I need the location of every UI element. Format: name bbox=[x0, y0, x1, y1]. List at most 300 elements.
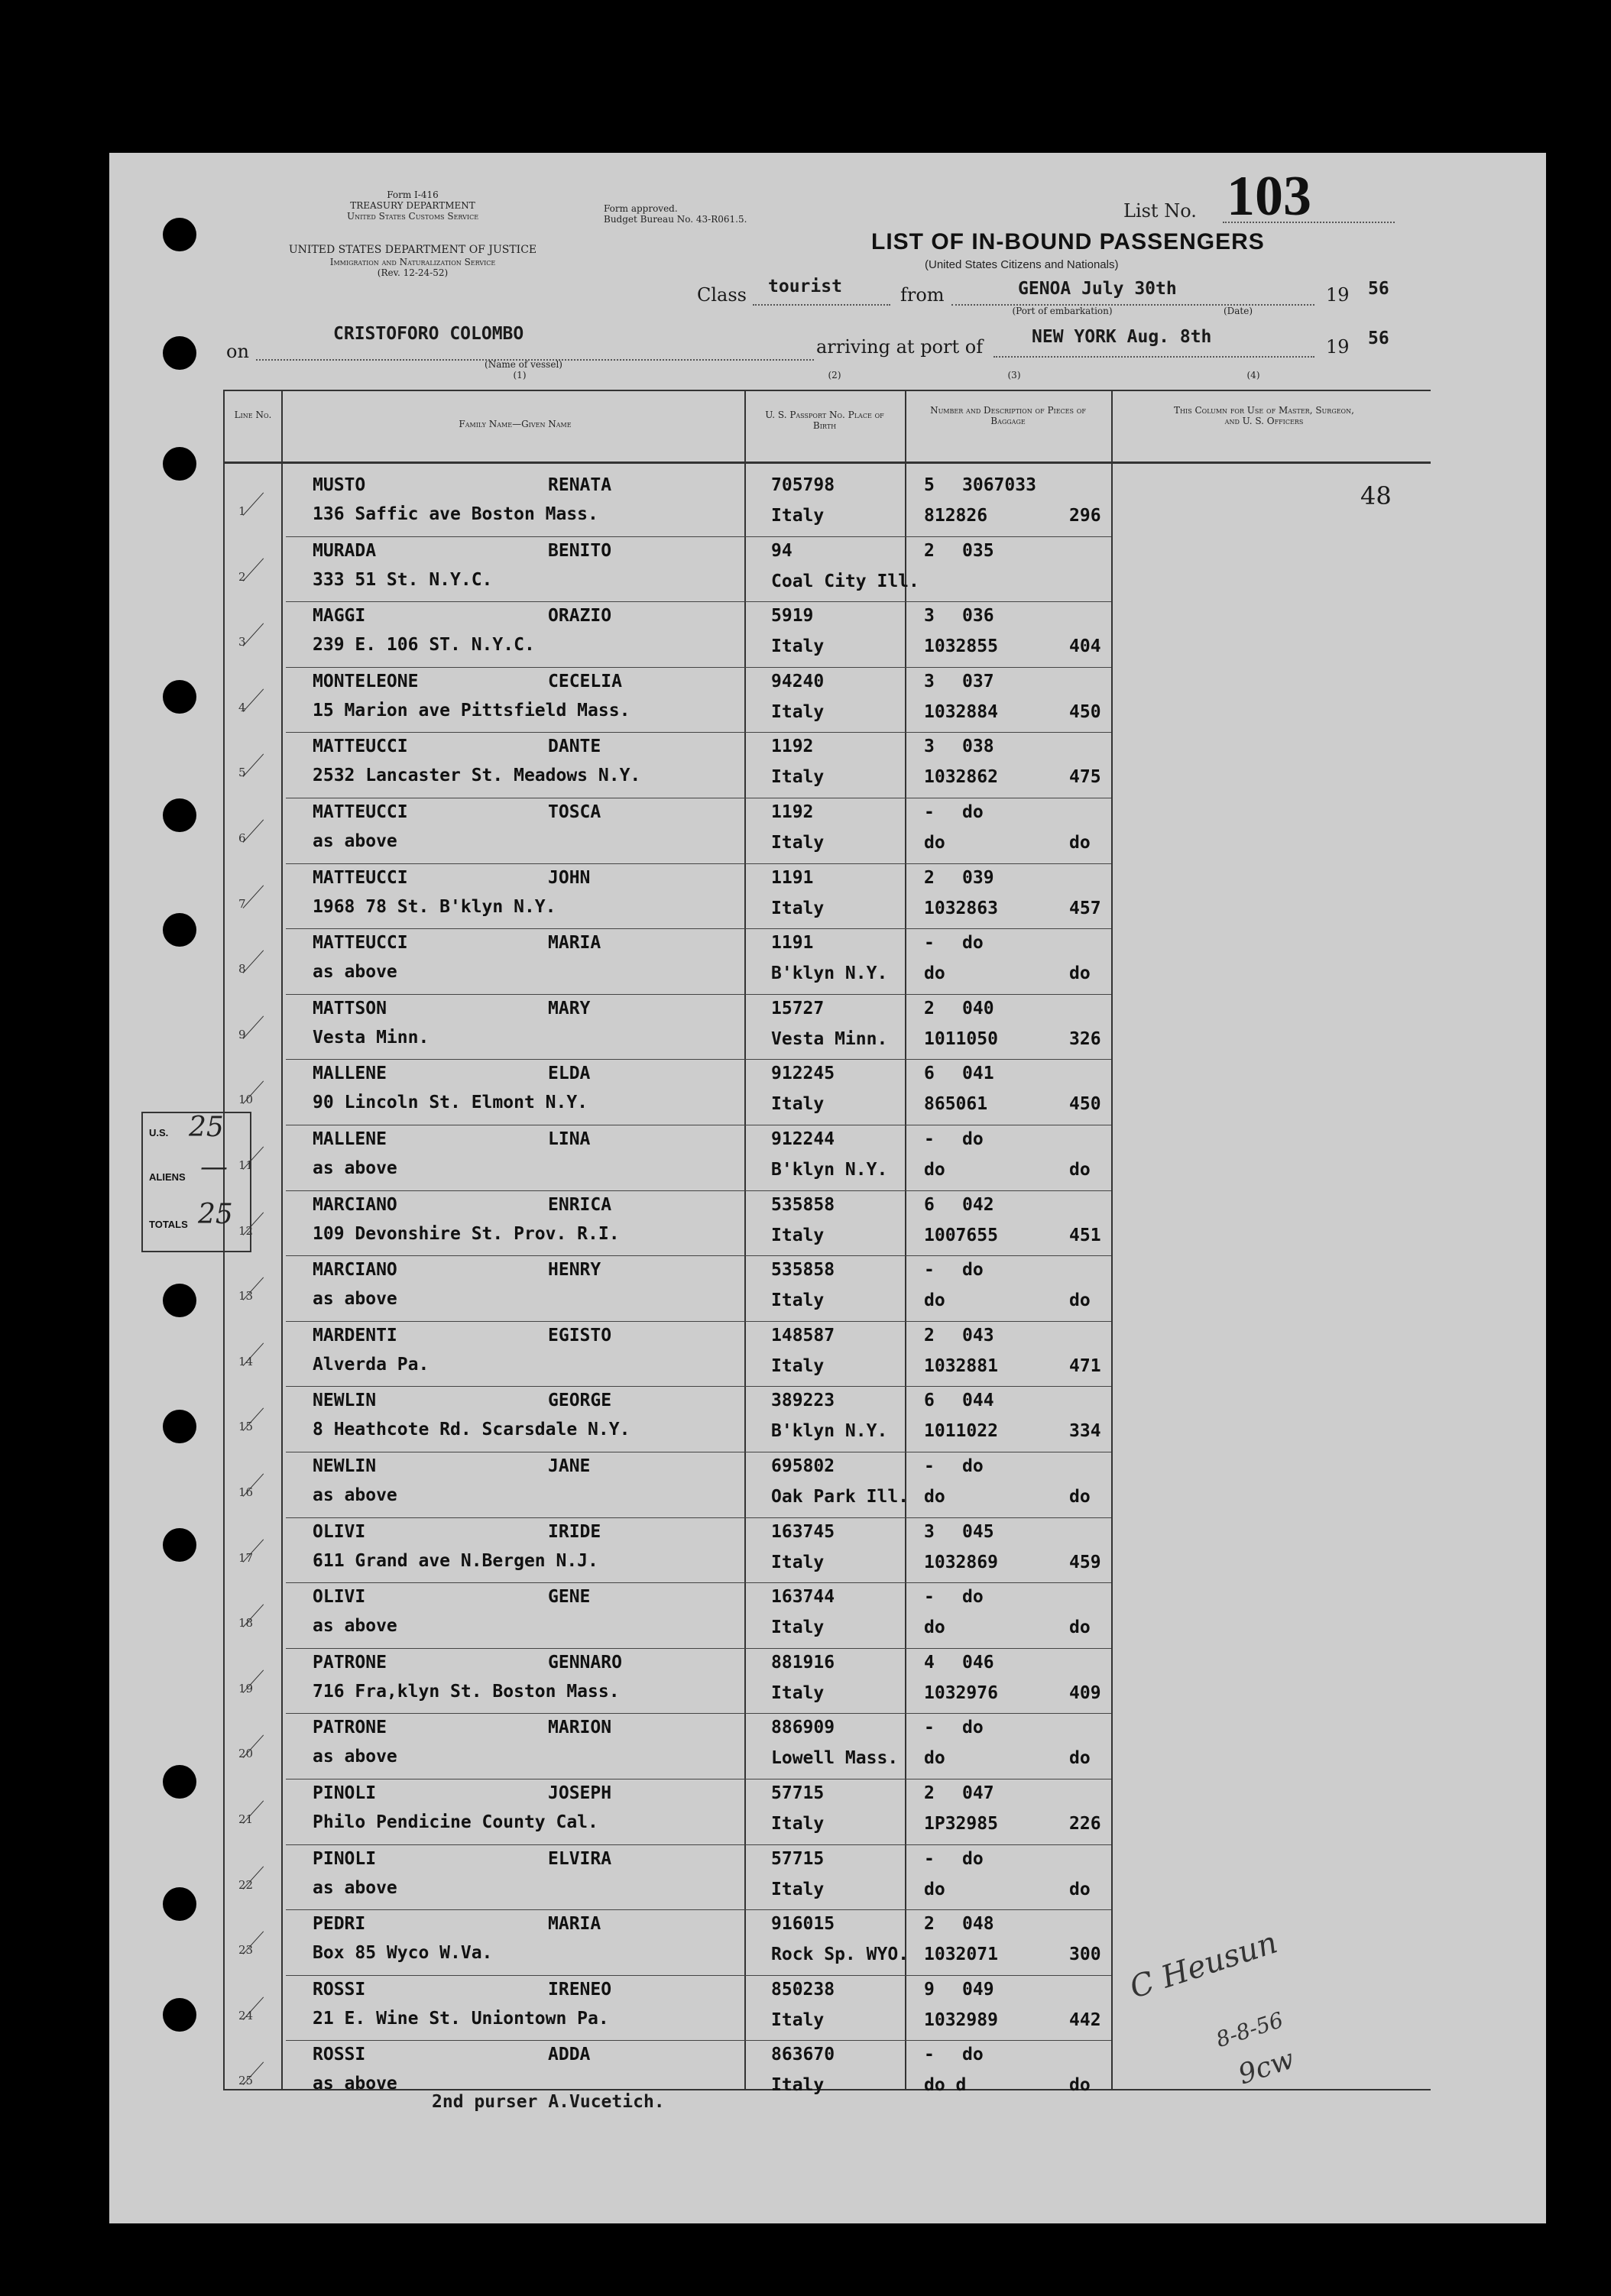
passport-number: 850238 bbox=[771, 1979, 835, 2000]
immigration-service: Immigration and Naturalization Service bbox=[329, 257, 496, 267]
family-name: PINOLI bbox=[313, 1848, 377, 1869]
address: 8 Heathcote Rd. Scarsdale N.Y. bbox=[313, 1420, 630, 1440]
baggage-extra: 450 bbox=[1069, 701, 1101, 722]
form-approved: Form approved. bbox=[604, 203, 678, 214]
class-label: Class bbox=[697, 284, 747, 306]
given-name: ENRICA bbox=[548, 1194, 612, 1215]
year-from: 56 bbox=[1368, 279, 1389, 299]
col-passport: U. S. Passport No. Place of Birth bbox=[765, 410, 884, 431]
place-of-birth: B'klyn N.Y. bbox=[771, 1421, 888, 1442]
baggage-pieces: 9 bbox=[924, 1979, 935, 2000]
address: as above bbox=[313, 1158, 397, 1178]
passport-number: 881916 bbox=[771, 1652, 835, 1673]
margin-note: 48 bbox=[1360, 481, 1392, 510]
baggage-tag: do bbox=[962, 1456, 984, 1476]
baggage-extra: 326 bbox=[1069, 1028, 1101, 1049]
signature-initials: 9cw bbox=[1234, 2043, 1298, 2091]
given-name: DANTE bbox=[548, 737, 601, 757]
table-row bbox=[225, 601, 1432, 667]
table-row bbox=[225, 667, 1432, 733]
line-number: 17 bbox=[238, 1550, 254, 1565]
family-name: NEWLIN bbox=[313, 1456, 377, 1476]
ticket-number: do bbox=[924, 963, 945, 984]
arriving-label: arriving at port of bbox=[816, 336, 984, 358]
vessel-name-note: (Name of vessel) bbox=[485, 359, 562, 370]
baggage-tag: do bbox=[962, 1260, 984, 1281]
line-number: 13 bbox=[238, 1289, 254, 1303]
ticket-number: 1032884 bbox=[924, 701, 998, 722]
place-of-birth: Italy bbox=[771, 767, 825, 788]
line-number: 8 bbox=[238, 962, 246, 976]
passport-number: 863670 bbox=[771, 2045, 835, 2065]
customs-service: United States Customs Service bbox=[346, 211, 479, 222]
baggage-pieces: - bbox=[924, 933, 935, 954]
address: Philo Pendicine County Cal. bbox=[313, 1812, 598, 1832]
baggage-extra: 300 bbox=[1069, 1945, 1101, 1965]
baggage-pieces: - bbox=[924, 1587, 935, 1608]
address: as above bbox=[313, 962, 397, 983]
line-number: 20 bbox=[238, 1747, 254, 1761]
given-name: MARION bbox=[548, 1718, 612, 1738]
totals-us-value: 25 bbox=[189, 1112, 224, 1143]
table-row bbox=[225, 471, 1432, 536]
passport-number: 535858 bbox=[771, 1194, 835, 1215]
given-name: ELVIRA bbox=[548, 1848, 612, 1869]
totals-label: TOTALS bbox=[149, 1219, 188, 1230]
baggage-pieces: 3 bbox=[924, 1521, 935, 1542]
line-number: 12 bbox=[238, 1223, 254, 1238]
line-number: 5 bbox=[238, 766, 246, 780]
place-of-birth: Italy bbox=[771, 701, 825, 722]
line-number: 11 bbox=[238, 1158, 254, 1172]
baggage-pieces: 2 bbox=[924, 1783, 935, 1803]
passport-number: 57715 bbox=[771, 1783, 825, 1803]
line-number: 6 bbox=[238, 831, 246, 845]
given-name: IRENEO bbox=[548, 1979, 612, 2000]
vessel-name: CRISTOFORO COLOMBO bbox=[333, 324, 524, 344]
col-officers: This Column for Use of Master, Surgeon, and U. S. Officers bbox=[1174, 405, 1354, 426]
place-of-birth: Italy bbox=[771, 2075, 825, 2096]
place-of-birth: Italy bbox=[771, 636, 825, 657]
baggage-extra: 404 bbox=[1069, 636, 1101, 657]
baggage-extra: do bbox=[1069, 2075, 1091, 2096]
passenger-table bbox=[223, 390, 1431, 2096]
address: as above bbox=[313, 1747, 397, 1767]
ticket-number: do bbox=[924, 1748, 945, 1769]
place-of-birth: Italy bbox=[771, 898, 825, 918]
baggage-tag: 041 bbox=[962, 1064, 994, 1084]
baggage-tag: 037 bbox=[962, 671, 994, 691]
ticket-number: do bbox=[924, 1290, 945, 1311]
punch-hole bbox=[163, 447, 196, 481]
ticket-number: 865061 bbox=[924, 1094, 988, 1115]
baggage-extra: 442 bbox=[1069, 2009, 1101, 2030]
family-name: MURADA bbox=[313, 540, 377, 561]
place-of-birth: Italy bbox=[771, 2009, 825, 2030]
baggage-pieces: 6 bbox=[924, 1194, 935, 1215]
table-row bbox=[225, 1255, 1432, 1321]
baggage-extra: do bbox=[1069, 1290, 1091, 1311]
table-row bbox=[225, 1125, 1432, 1190]
note-2: (2) bbox=[828, 370, 841, 381]
punch-hole bbox=[163, 1998, 196, 2032]
baggage-pieces: 2 bbox=[924, 1325, 935, 1346]
check-mark bbox=[243, 623, 264, 646]
family-name: MATTEUCCI bbox=[313, 867, 408, 888]
family-name: ROSSI bbox=[313, 1979, 366, 2000]
family-name: NEWLIN bbox=[313, 1391, 377, 1411]
punch-hole bbox=[163, 680, 196, 714]
note-4: (4) bbox=[1246, 370, 1260, 381]
family-name: PATRONE bbox=[313, 1718, 387, 1738]
baggage-pieces: 6 bbox=[924, 1391, 935, 1411]
baggage-extra: do bbox=[1069, 833, 1091, 853]
address: as above bbox=[313, 1289, 397, 1310]
ticket-number: 1032855 bbox=[924, 636, 998, 657]
date-note: (Date) bbox=[1223, 306, 1253, 316]
given-name: EGISTO bbox=[548, 1325, 612, 1346]
line-number: 10 bbox=[238, 1093, 254, 1107]
given-name: MARIA bbox=[548, 933, 601, 954]
baggage-tag: 035 bbox=[962, 540, 994, 561]
ticket-number: 1032989 bbox=[924, 2009, 998, 2030]
punch-hole bbox=[163, 336, 196, 370]
baggage-extra: 457 bbox=[1069, 898, 1101, 918]
address: 716 Fra,klyn St. Boston Mass. bbox=[313, 1681, 620, 1702]
passport-number: 695802 bbox=[771, 1456, 835, 1476]
family-name: MALLENE bbox=[313, 1129, 387, 1149]
place-of-birth: Italy bbox=[771, 1879, 825, 1899]
address: Box 85 Wyco W.Va. bbox=[313, 1943, 493, 1964]
baggage-tag: do bbox=[962, 2045, 984, 2065]
table-row bbox=[225, 928, 1432, 994]
revision-date: (Rev. 12-24-52) bbox=[377, 267, 449, 278]
table-row bbox=[225, 1779, 1432, 1844]
passport-number: 389223 bbox=[771, 1391, 835, 1411]
baggage-pieces: - bbox=[924, 1260, 935, 1281]
baggage-pieces: 2 bbox=[924, 867, 935, 888]
place-of-birth: Coal City Ill. bbox=[771, 571, 919, 591]
baggage-tag: 048 bbox=[962, 1914, 994, 1935]
given-name: MARIA bbox=[548, 1914, 601, 1935]
table-row bbox=[225, 1582, 1432, 1648]
table-row bbox=[225, 1059, 1432, 1125]
address: 109 Devonshire St. Prov. R.I. bbox=[313, 1223, 620, 1244]
passport-number: 94240 bbox=[771, 671, 825, 691]
baggage-tag: do bbox=[962, 1587, 984, 1608]
passport-number: 163745 bbox=[771, 1521, 835, 1542]
punch-hole bbox=[163, 913, 196, 947]
baggage-extra: do bbox=[1069, 1618, 1091, 1638]
baggage-extra: do bbox=[1069, 1487, 1091, 1507]
baggage-pieces: 3 bbox=[924, 671, 935, 691]
baggage-extra: 459 bbox=[1069, 1552, 1101, 1572]
table-row bbox=[225, 863, 1432, 929]
address: as above bbox=[313, 1485, 397, 1505]
check-mark bbox=[243, 950, 264, 973]
given-name: HENRY bbox=[548, 1260, 601, 1281]
passport-number: 912244 bbox=[771, 1129, 835, 1149]
passport-number: 1192 bbox=[771, 802, 814, 822]
line-number: 1 bbox=[238, 504, 246, 518]
baggage-pieces: 2 bbox=[924, 998, 935, 1018]
given-name: LINA bbox=[548, 1129, 591, 1149]
family-name: MATTSON bbox=[313, 998, 387, 1018]
place-of-birth: Lowell Mass. bbox=[771, 1748, 899, 1769]
address: 2532 Lancaster St. Meadows N.Y. bbox=[313, 766, 641, 786]
given-name: CECELIA bbox=[548, 671, 622, 691]
check-mark bbox=[243, 819, 264, 842]
check-mark bbox=[243, 885, 264, 908]
totals-us-label: U.S. bbox=[149, 1127, 169, 1138]
address: as above bbox=[313, 1616, 397, 1637]
punch-hole bbox=[163, 218, 196, 251]
baggage-extra: 334 bbox=[1069, 1421, 1101, 1442]
check-mark bbox=[243, 558, 264, 581]
table-row bbox=[225, 1844, 1432, 1910]
punch-hole bbox=[163, 1410, 196, 1443]
line-number: 24 bbox=[238, 2008, 254, 2022]
form-number: Form I-416 bbox=[387, 189, 439, 200]
ticket-number: do bbox=[924, 1487, 945, 1507]
given-name: GENE bbox=[548, 1587, 591, 1608]
address: 15 Marion ave Pittsfield Mass. bbox=[313, 700, 630, 721]
baggage-extra: do bbox=[1069, 1160, 1091, 1180]
baggage-tag: 046 bbox=[962, 1652, 994, 1673]
family-name: MARCIANO bbox=[313, 1260, 397, 1281]
arriving-value: NEW YORK Aug. 8th bbox=[1032, 327, 1212, 347]
place-of-birth: Italy bbox=[771, 1355, 825, 1376]
table-row bbox=[225, 994, 1432, 1060]
address: 611 Grand ave N.Bergen N.J. bbox=[313, 1550, 598, 1571]
address: 333 51 St. N.Y.C. bbox=[313, 569, 493, 590]
family-name: OLIVI bbox=[313, 1521, 366, 1542]
officer-signature: C Heusun bbox=[1125, 1925, 1282, 2006]
place-of-birth: Italy bbox=[771, 833, 825, 853]
totals-aliens-label: ALIENS bbox=[149, 1171, 186, 1183]
passport-number: 916015 bbox=[771, 1914, 835, 1935]
place-of-birth: Rock Sp. WYO. bbox=[771, 1945, 909, 1965]
baggage-pieces: 3 bbox=[924, 606, 935, 627]
given-name: RENATA bbox=[548, 475, 612, 495]
baggage-pieces: 6 bbox=[924, 1064, 935, 1084]
family-name: MATTEUCCI bbox=[313, 737, 408, 757]
form-title: LIST OF IN-BOUND PASSENGERS bbox=[871, 229, 1265, 254]
family-name: PATRONE bbox=[313, 1652, 387, 1673]
passport-number: 5919 bbox=[771, 606, 814, 627]
place-of-birth: Italy bbox=[771, 506, 825, 526]
baggage-pieces: 5 bbox=[924, 475, 935, 495]
baggage-pieces: - bbox=[924, 1848, 935, 1869]
family-name: PEDRI bbox=[313, 1914, 366, 1935]
address: Vesta Minn. bbox=[313, 1027, 429, 1048]
line-number: 19 bbox=[238, 1681, 254, 1695]
place-of-birth: B'klyn N.Y. bbox=[771, 963, 888, 984]
address: as above bbox=[313, 1877, 397, 1898]
place-of-birth: Italy bbox=[771, 1552, 825, 1572]
line-number: 2 bbox=[238, 569, 246, 584]
ticket-number: 1011050 bbox=[924, 1028, 998, 1049]
place-of-birth: Italy bbox=[771, 1290, 825, 1311]
address: 239 E. 106 ST. N.Y.C. bbox=[313, 635, 535, 656]
table-row bbox=[225, 1517, 1432, 1583]
signature-date: 8-8-56 bbox=[1213, 2006, 1287, 2053]
baggage-tag: 036 bbox=[962, 606, 994, 627]
col-baggage: Number and Description of Pieces of Baggage bbox=[930, 405, 1086, 426]
baggage-tag: do bbox=[962, 1718, 984, 1738]
given-name: MARY bbox=[548, 998, 591, 1018]
baggage-extra: do bbox=[1069, 963, 1091, 984]
table-row bbox=[225, 1452, 1432, 1517]
family-name: MATTEUCCI bbox=[313, 802, 408, 822]
baggage-tag: 045 bbox=[962, 1521, 994, 1542]
check-mark bbox=[243, 1015, 264, 1038]
line-number: 15 bbox=[238, 1420, 254, 1434]
year-arriving: 56 bbox=[1368, 329, 1389, 348]
passport-number: 163744 bbox=[771, 1587, 835, 1608]
on-label: on bbox=[226, 341, 249, 362]
place-of-birth: Vesta Minn. bbox=[771, 1028, 888, 1049]
baggage-extra: 471 bbox=[1069, 1355, 1101, 1376]
baggage-tag: 3067033 bbox=[962, 475, 1036, 495]
table-row bbox=[225, 732, 1432, 798]
address: 90 Lincoln St. Elmont N.Y. bbox=[313, 1093, 588, 1113]
baggage-pieces: - bbox=[924, 1456, 935, 1476]
family-name: MARDENTI bbox=[313, 1325, 397, 1346]
baggage-pieces: 2 bbox=[924, 540, 935, 561]
passport-number: 94 bbox=[771, 540, 793, 561]
address: 1968 78 St. B'klyn N.Y. bbox=[313, 896, 556, 917]
place-of-birth: Italy bbox=[771, 1814, 825, 1834]
passport-number: 535858 bbox=[771, 1260, 835, 1281]
baggage-pieces: - bbox=[924, 1129, 935, 1149]
line-number: 4 bbox=[238, 700, 246, 714]
family-name: MARCIANO bbox=[313, 1194, 397, 1215]
table-row bbox=[225, 1648, 1432, 1714]
address: 136 Saffic ave Boston Mass. bbox=[313, 504, 598, 524]
col-line-no: Line No. bbox=[234, 410, 272, 420]
ticket-number: do bbox=[924, 1160, 945, 1180]
ticket-number: 1032863 bbox=[924, 898, 998, 918]
budget-bureau: Budget Bureau No. 43-R061.5. bbox=[604, 214, 747, 225]
line-number: 7 bbox=[238, 896, 246, 911]
address: 21 E. Wine St. Uniontown Pa. bbox=[313, 2008, 609, 2029]
ticket-number: do bbox=[924, 1618, 945, 1638]
ticket-number: 1032071 bbox=[924, 1945, 998, 1965]
given-name: GEORGE bbox=[548, 1391, 612, 1411]
ticket-number: 1P32985 bbox=[924, 1814, 998, 1834]
totals-value: 25 bbox=[198, 1199, 233, 1230]
baggage-tag: 039 bbox=[962, 867, 994, 888]
baggage-tag: do bbox=[962, 1848, 984, 1869]
given-name: ORAZIO bbox=[548, 606, 612, 627]
port-embarkation-note: (Port of embarkation) bbox=[1012, 306, 1113, 316]
passport-number: 148587 bbox=[771, 1325, 835, 1346]
list-number-label: List No. bbox=[1123, 200, 1197, 222]
baggage-extra: 409 bbox=[1069, 1682, 1101, 1703]
given-name: GENNARO bbox=[548, 1652, 622, 1673]
baggage-extra: 296 bbox=[1069, 506, 1101, 526]
table-row bbox=[225, 1190, 1432, 1256]
ticket-number: 1032862 bbox=[924, 767, 998, 788]
line-number: 25 bbox=[238, 2074, 254, 2088]
line-number: 14 bbox=[238, 1354, 254, 1368]
given-name: BENITO bbox=[548, 540, 612, 561]
baggage-tag: do bbox=[962, 933, 984, 954]
form-subtitle: (United States Citizens and Nationals) bbox=[925, 258, 1119, 271]
family-name: PINOLI bbox=[313, 1783, 377, 1803]
passport-number: 705798 bbox=[771, 475, 835, 495]
table-row bbox=[225, 798, 1432, 863]
punch-hole bbox=[163, 1528, 196, 1562]
given-name: JOHN bbox=[548, 867, 591, 888]
line-number: 21 bbox=[238, 1812, 254, 1826]
table-row bbox=[225, 536, 1432, 602]
given-name: ADDA bbox=[548, 2045, 591, 2065]
baggage-tag: 044 bbox=[962, 1391, 994, 1411]
department-of-justice: UNITED STATES DEPARTMENT OF JUSTICE bbox=[288, 244, 537, 256]
purser-signature: 2nd purser A.Vucetich. bbox=[432, 2092, 665, 2112]
line-number: 23 bbox=[238, 1943, 254, 1958]
family-name: MUSTO bbox=[313, 475, 366, 495]
ticket-number: do d bbox=[924, 2075, 967, 2096]
place-of-birth: Italy bbox=[771, 1618, 825, 1638]
list-number: 103 bbox=[1227, 165, 1311, 228]
given-name: JOSEPH bbox=[548, 1783, 612, 1803]
table-row bbox=[225, 1713, 1432, 1779]
ticket-number: 1032869 bbox=[924, 1552, 998, 1572]
line-number: 22 bbox=[238, 1877, 254, 1892]
baggage-tag: 047 bbox=[962, 1783, 994, 1803]
ticket-number: 1011022 bbox=[924, 1421, 998, 1442]
address: as above bbox=[313, 831, 397, 851]
check-mark bbox=[243, 688, 264, 711]
table-row bbox=[225, 1321, 1432, 1387]
baggage-pieces: - bbox=[924, 802, 935, 822]
from-value: GENOA July 30th bbox=[1018, 279, 1177, 299]
baggage-pieces: - bbox=[924, 1718, 935, 1738]
baggage-tag: 043 bbox=[962, 1325, 994, 1346]
passport-number: 15727 bbox=[771, 998, 825, 1018]
family-name: MATTEUCCI bbox=[313, 933, 408, 954]
given-name: JANE bbox=[548, 1456, 591, 1476]
ticket-number: do bbox=[924, 1879, 945, 1899]
passport-number: 912245 bbox=[771, 1064, 835, 1084]
baggage-tag: 040 bbox=[962, 998, 994, 1018]
passport-number: 886909 bbox=[771, 1718, 835, 1738]
baggage-tag: do bbox=[962, 802, 984, 822]
baggage-tag: 049 bbox=[962, 1979, 994, 2000]
line-number: 16 bbox=[238, 1485, 254, 1499]
from-label: from bbox=[900, 284, 945, 306]
place-of-birth: B'klyn N.Y. bbox=[771, 1160, 888, 1180]
ticket-number: 1032976 bbox=[924, 1682, 998, 1703]
place-of-birth: Italy bbox=[771, 1682, 825, 1703]
baggage-pieces: 4 bbox=[924, 1652, 935, 1673]
given-name: TOSCA bbox=[548, 802, 601, 822]
totals-box bbox=[141, 1112, 254, 1252]
given-name: ELDA bbox=[548, 1064, 591, 1084]
baggage-pieces: - bbox=[924, 2045, 935, 2065]
place-of-birth: Oak Park Ill. bbox=[771, 1487, 909, 1507]
class-value: tourist bbox=[768, 277, 842, 296]
family-name: ROSSI bbox=[313, 2045, 366, 2065]
baggage-pieces: 2 bbox=[924, 1914, 935, 1935]
passport-number: 1192 bbox=[771, 737, 814, 757]
baggage-extra: 475 bbox=[1069, 767, 1101, 788]
baggage-pieces: 3 bbox=[924, 737, 935, 757]
passport-number: 1191 bbox=[771, 867, 814, 888]
